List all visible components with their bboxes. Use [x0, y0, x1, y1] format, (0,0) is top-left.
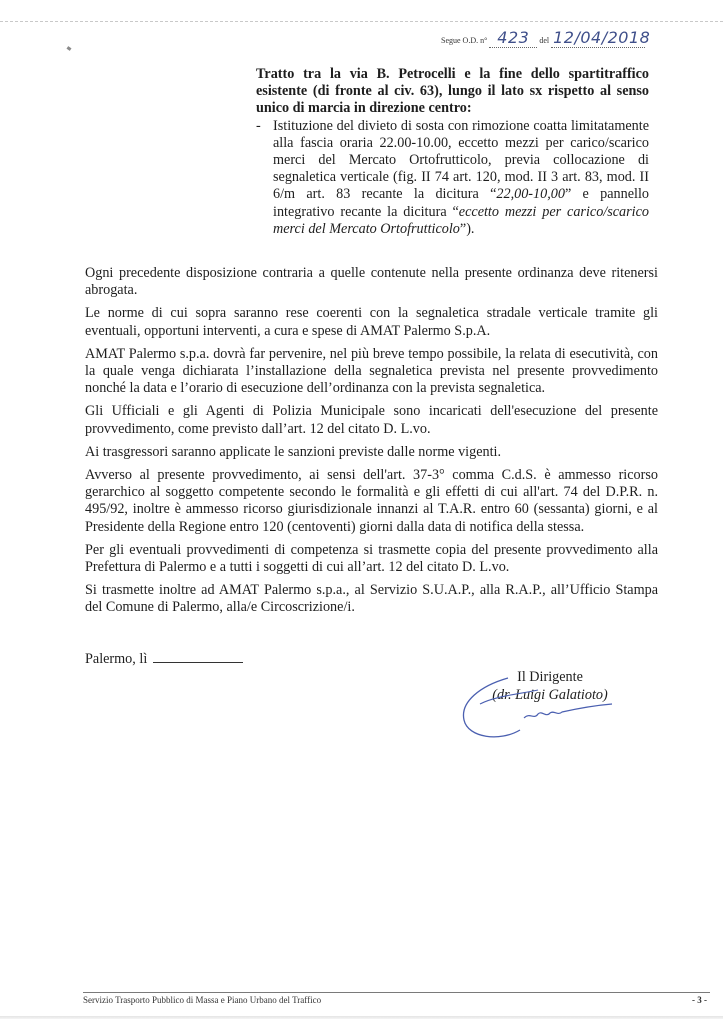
order-reference: [441, 28, 651, 48]
signature-loop: [463, 678, 520, 737]
handwritten-signature: [450, 672, 630, 752]
date-blank-line: [153, 650, 243, 663]
paragraph-distribution: Si trasmette inoltre ad AMAT Palermo s.p.a., al Servizio S.U.A.P., alla R.A.P., all’Ufficio Stampa del Comune di Palermo, alla/e Circoscrizione/i.: [85, 582, 658, 616]
page-number: - 3 -: [692, 995, 707, 1005]
order-number-handwritten: 423: [489, 28, 537, 48]
paragraph-abrogation: Ogni precedente disposizione contraria a quelle contenute nella presente ordinanza deve ritenersi abrogata.: [85, 265, 658, 299]
paragraph-signage: Le norme di cui sopra saranno rese coerenti con la segnaletica stradale verticale tramite gli eventuali, opportuni interventi, a cura e spese di AMAT Palermo S.p.A.: [85, 305, 658, 339]
bullet-italic-hours: 22,00-10,00: [496, 186, 565, 203]
bullet-dash: -: [256, 117, 261, 134]
ordinance-body: [85, 265, 658, 622]
signature-upper-stroke: [480, 690, 538, 704]
signer-name: (dr. Luigi Galatioto): [492, 687, 608, 703]
place-date-line: [85, 650, 243, 668]
place-label: Palermo, lì: [85, 651, 148, 667]
section-heading: Tratto tra la via B. Petrocelli e la fine dello spartitraffico esistente (di fronte al civ. 63), lungo il lato sx rispetto al senso unico di marcia in direzione centro:: [256, 66, 649, 117]
road-section-provision: [256, 66, 649, 238]
bullet-italic-exception: eccetto mezzi per carico/scarico merci del Mercato Ortofrutticolo: [273, 203, 649, 237]
page-footer: [83, 995, 707, 1005]
paragraph-appeal: Avverso al presente provvedimento, ai sensi dell'art. 37-3° comma C.d.S. è ammesso ricorso gerarchico al soggetto competente secondo le formalità e gli effetti di cui all'art. 74 del D.P.R. n. 495/92, inoltre è ammesso ricorso giurisdizionale innanzi al T.A.R. entro 60 (sessanta) giorni, e al Presidente della Regione entro 120 (centoventi) giorni dalla data di notifica della stessa.: [85, 466, 658, 535]
paragraph-amat-report: AMAT Palermo s.p.a. dovrà far pervenire, nel più breve tempo possibile, la relata di esecutività, con la quale venga dichiarata l’installazione della segnaletica prevista nel presente provvedimento nonché la data e l’orario di esecuzione dell’ordinanza con la prevista segnaletica.: [85, 345, 658, 397]
scan-top-rule: [0, 21, 723, 22]
footer-department: Servizio Trasporto Pubblico di Massa e Piano Urbano del Traffico: [83, 995, 322, 1005]
bullet-text-part-3: ”).: [459, 220, 475, 237]
paragraph-sanctions: Ai trasgressori saranno applicate le sanzioni previste dalle norme vigenti.: [85, 443, 502, 460]
paragraph-police: Gli Ufficiali e gli Agenti di Polizia Municipale sono incaricati dell'esecuzione del presente provvedimento, come previsto dall’art. 12 del citato D. L.vo.: [85, 403, 658, 437]
bullet-item: [256, 118, 649, 238]
segue-label: Segue O.D. n°: [441, 36, 488, 45]
scan-bottom-edge: [0, 1016, 723, 1019]
paragraph-prefecture: Per gli eventuali provvedimenti di competenza si trasmette copia del presente provvedimento alla Prefettura di Palermo e a tutti i soggetti di cui all’art. 12 del citato D. L.vo.: [85, 541, 658, 576]
order-date-handwritten: 12/04/2018: [553, 28, 651, 47]
signature-tail: [524, 704, 612, 718]
scan-artifact-mark: [67, 46, 72, 51]
del-label: del: [539, 36, 550, 45]
signer-title: Il Dirigente: [517, 669, 583, 685]
bullet-text-part-2: ” e pannello integrativo recante la dicitura “: [273, 186, 649, 220]
footer-rule: [83, 992, 710, 993]
bullet-text-part-1: Istituzione del divieto di sosta con rimozione coatta limitatamente alla fascia oraria 22.00-10.00, eccetto mezzi per carico/scarico merci del Mercato Ortofrutticolo, previa collocazione di segnaletica verticale (fig. II 74 art. 120, mod. II 3 art. 83, mod. II 6/m art. 83 recante la dicitura “: [273, 117, 649, 203]
